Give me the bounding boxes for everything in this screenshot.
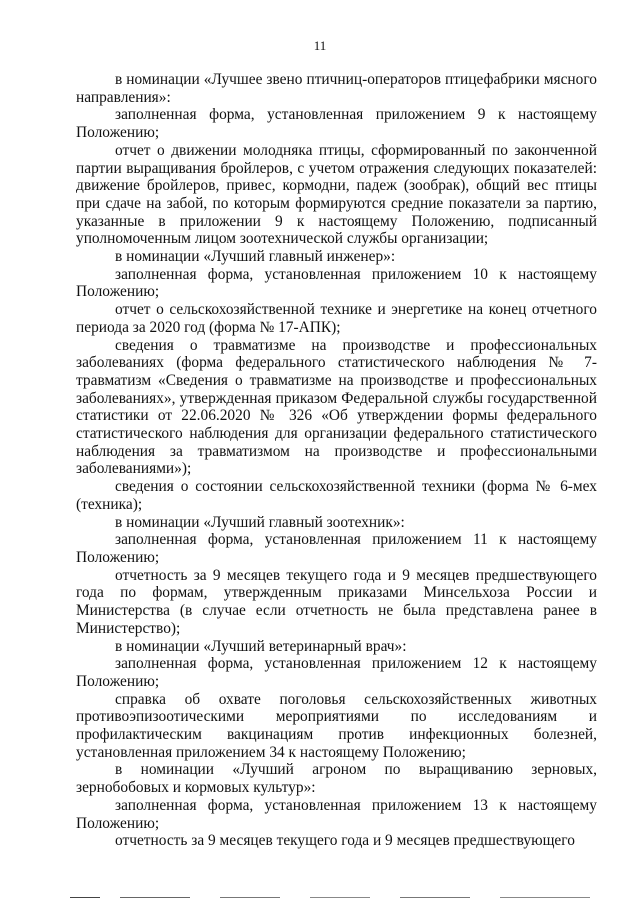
paragraph: заполненная форма, установленная приложением 10 к настоящему Положению; — [76, 265, 597, 301]
paragraph: в номинации «Лучший агроном по выращиванию зерновых, зернобобовых и кормовых культур»: — [76, 761, 597, 797]
paragraph: в номинации «Лучший ветеринарный врач»: — [115, 637, 407, 655]
paragraph: справка об охвате поголовья сельскохозяйственных животных противоэпизоотическими мероприятиями по исследованиям и профилактическим вакцинациям против инфекционных болезней, установленная приложением 34 к настоящему Положению; — [76, 690, 597, 761]
document-body — [76, 71, 597, 850]
page-number: 11 — [313, 38, 327, 53]
paragraph: заполненная форма, установленная приложением 11 к настоящему Положению; — [76, 531, 597, 566]
paragraph: отчет о движении молодняка птицы, сформированный по законченной партии выращивания бройлеров, с учетом отражения следующих показателей: движение бройлеров, привес, кормодни, падеж (зообрак), общий вес птицы при сдаче на забой, по которым формируются средние показатели за партию, указанные в приложении 9 к настоящему Положению, подписанный уполномоченным лицом зоотехнической службы организации; — [76, 141, 597, 248]
paragraph: сведения о состоянии сельскохозяйственной техники (форма № 6-мех (техника); — [76, 478, 597, 513]
paragraph: отчетность за 9 месяцев текущего года и 9 месяцев предшествующего года по формам, утвержденным приказами Минсельхоза России и Министерства (в случае если отчетность не была представлена ранее в Министерство); — [76, 566, 597, 637]
paragraph: отчет о сельскохозяйственной технике и энергетике на конец отчетного периода за 2020 год (форма № 17-АПК); — [76, 301, 597, 336]
paragraph: отчетность за 9 месяцев текущего года и 9 месяцев предшествующего — [115, 832, 575, 850]
scan-edge-divider — [70, 897, 630, 898]
paragraph: сведения о травматизме на производстве и профессиональных заболеваниях (форма федерального статистического наблюдения № 7-травматизм «Сведения о травматизме на производстве и профессиональных заболеваниях», утвержденная приказом Федеральной службы государственной статистики от 22.06.2020 № 326 «Об утверждении формы федерального статистического наблюдения для организации федерального статистического наблюдения за травматизмом на производстве и профессиональными заболеваниями»); — [76, 336, 597, 478]
paragraph: заполненная форма, установленная приложением 9 к настоящему Положению; — [76, 106, 597, 142]
paragraph: в номинации «Лучшее звено птичниц-операторов птицефабрики мясного направления»: — [76, 71, 597, 106]
paragraph: заполненная форма, установленная приложением 13 к настоящему Положению; — [76, 796, 597, 832]
paragraph: заполненная форма, установленная приложением 12 к настоящему Положению; — [76, 655, 597, 690]
paragraph: в номинации «Лучший главный зоотехник»: — [115, 513, 405, 531]
paragraph: в номинации «Лучший главный инженер»: — [115, 248, 396, 266]
